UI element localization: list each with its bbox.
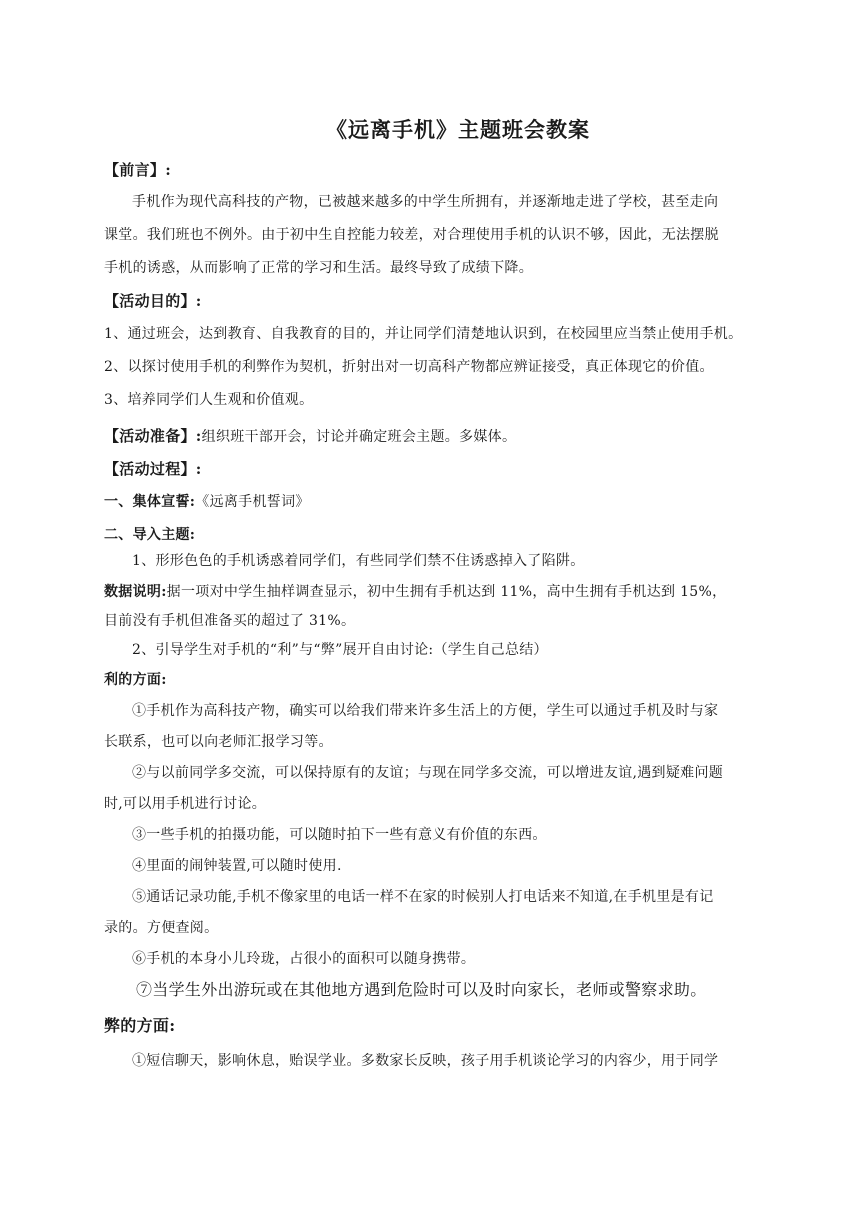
document-title: 《远离手机》主题班会教案 — [326, 117, 590, 142]
pros-item: 录的。方便查阅。 — [104, 920, 219, 936]
pros-item: ①手机作为高科技产物，确实可以给我们带来许多生活上的方便，学生可以通过手机及时与家 — [132, 703, 719, 719]
cons-heading: 弊的方面: — [104, 1016, 176, 1035]
data-text: 据一项对中学生抽样调查显示，初中生拥有手机达到 11%，高中生拥有手机达到 15%， — [166, 584, 727, 600]
prep-line — [104, 426, 516, 447]
cons-item: ①短信聊天，影响休息，贻误学业。多数家长反映，孩子用手机谈论学习的内容少，用于同学 — [132, 1053, 719, 1069]
preface-line: 手机作为现代高科技的产物，已被越来越多的中学生所拥有，并逐渐地走进了学校，甚至走向 — [132, 194, 719, 210]
purpose-item: 2、以探讨使用手机的利弊作为契机，折射出对一切高科产物都应辨证接受，真正体现它的价值。 — [104, 359, 714, 375]
step1-line — [104, 492, 310, 512]
step2-label: 二、导入主题: — [104, 527, 196, 543]
pros-item: ②与以前同学多交流，可以保持原有的友谊；与现在同学多交流，可以增进友谊,遇到疑难问题 — [132, 765, 724, 781]
pros-item: 时,可以用手机进行讨论。 — [104, 796, 267, 812]
purpose-item: 1、通过班会，达到教育、自我教育的目的，并让同学们清楚地认识到，在校园里应当禁止使用手机。 — [104, 326, 743, 342]
pros-item: 长联系，也可以向老师汇报学习等。 — [104, 734, 333, 750]
data-label: 数据说明: — [104, 584, 167, 600]
preface-line: 手机的诱惑，从而影响了正常的学习和生活。最终导致了成绩下降。 — [104, 260, 533, 276]
step2-item: 2、引导学生对手机的“利”与“弊”展开自由讨论:（学生自己总结） — [132, 642, 548, 658]
step2-item: 1、形形色色的手机诱惑着同学们，有些同学们禁不住诱惑掉入了陷阱。 — [132, 553, 585, 569]
data-text-cont: 目前没有手机但准备买的超过了 31%。 — [104, 613, 356, 629]
step1-label: 一、集体宣誓: — [104, 494, 196, 510]
purpose-item: 3、培养同学们人生观和价值观。 — [104, 392, 314, 408]
purpose-heading: 【活动目的】: — [104, 292, 202, 310]
process-heading: 【活动过程】: — [104, 460, 202, 478]
pros-item: ⑦当学生外出游玩或在其他地方遇到危险时可以及时向家长，老师或警察求助。 — [136, 980, 707, 999]
preface-line: 课堂。我们班也不例外。由于初中生自控能力较差，对合理使用手机的认识不够，因此，无法摆脱 — [104, 227, 719, 243]
pros-item: ④里面的闹钟装置,可以随时使用. — [132, 858, 342, 874]
pros-heading: 利的方面: — [104, 672, 167, 688]
data-line — [104, 582, 726, 602]
prep-text: 组织班干部开会，讨论并确定班会主题。多媒体。 — [201, 429, 517, 445]
pros-item: ⑤通话记录功能,手机不像家里的电话一样不在家的时候别人打电话来不知道,在手机里是有记 — [132, 889, 714, 905]
prep-heading: 【活动准备】: — [104, 427, 202, 445]
preface-heading: 【前言】: — [104, 161, 172, 179]
pros-item: ⑥手机的本身小儿玲珑，占很小的面积可以随身携带。 — [132, 951, 476, 967]
step1-text: 《远离手机誓词》 — [195, 494, 310, 510]
pros-item: ③一些手机的拍摄功能，可以随时拍下一些有意义有价值的东西。 — [132, 827, 547, 843]
